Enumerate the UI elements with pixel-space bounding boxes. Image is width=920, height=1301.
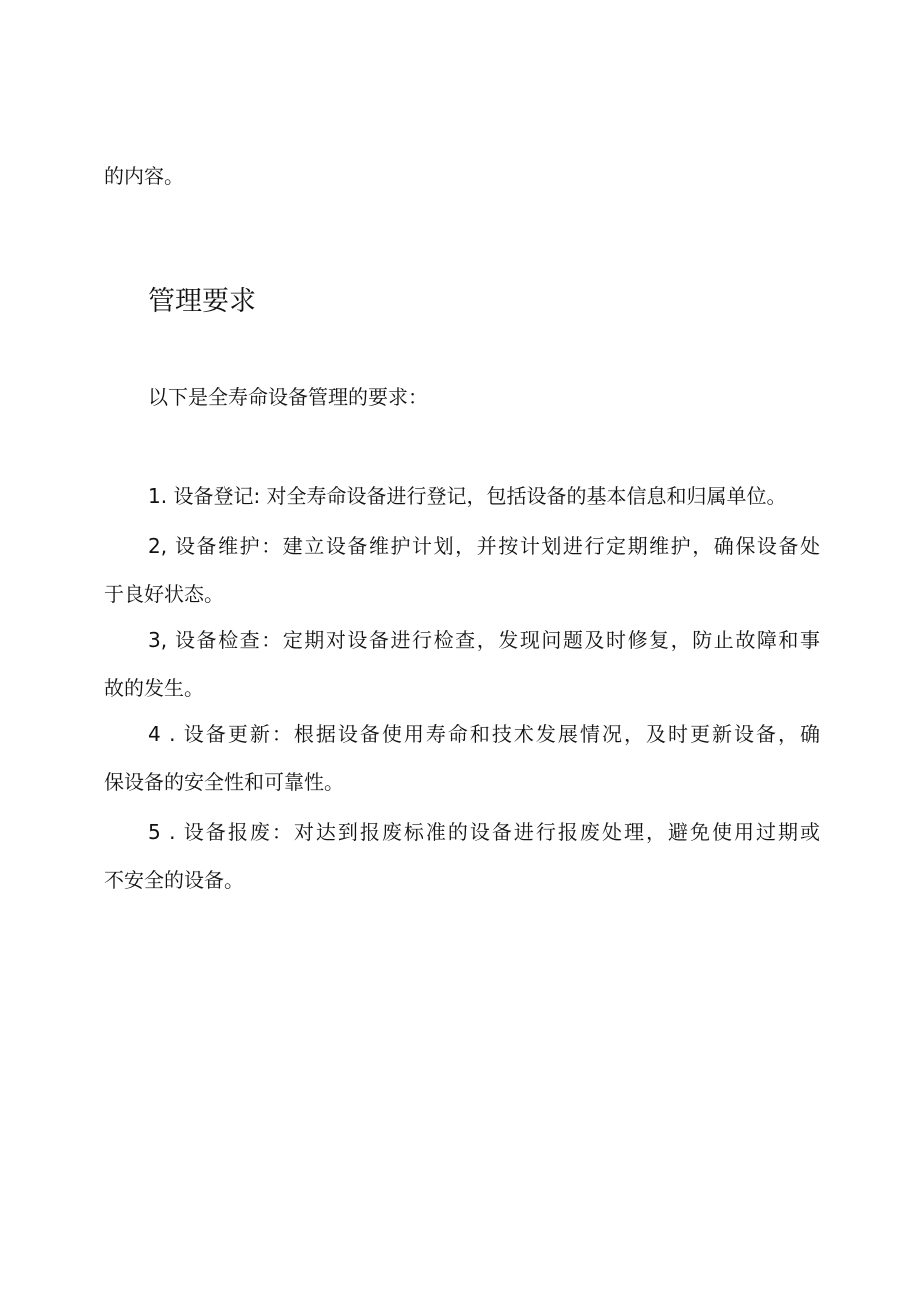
list-item-2-line-2: 于良好状态。 <box>104 582 224 606</box>
continuation-text: 的内容。 <box>104 164 184 188</box>
list-item-5-line-1: 5 . 设备报废：对达到报废标准的设备进行报废处理，避免使用过期或 <box>148 820 820 844</box>
list-item-4-line-2: 保设备的安全性和可靠性。 <box>104 770 344 794</box>
list-item-2-line-1: 2, 设备维护：建立设备维护计划，并按计划进行定期维护，确保设备处 <box>148 534 820 558</box>
section-heading: 管理要求 <box>148 286 256 317</box>
list-item-3-line-2: 故的发生。 <box>104 676 204 700</box>
intro-paragraph: 以下是全寿命设备管理的要求： <box>148 385 428 409</box>
list-item-4-line-1: 4 . 设备更新：根据设备使用寿命和技术发展情况，及时更新设备，确 <box>148 722 820 746</box>
list-item-3-line-1: 3, 设备检查：定期对设备进行检查，发现问题及时修复，防止故障和事 <box>148 628 820 652</box>
list-item-1-line-1: 1. 设备登记: 对全寿命设备进行登记，包括设备的基本信息和归属单位。 <box>148 484 787 508</box>
list-item-5-line-2: 不安全的设备。 <box>104 868 244 892</box>
